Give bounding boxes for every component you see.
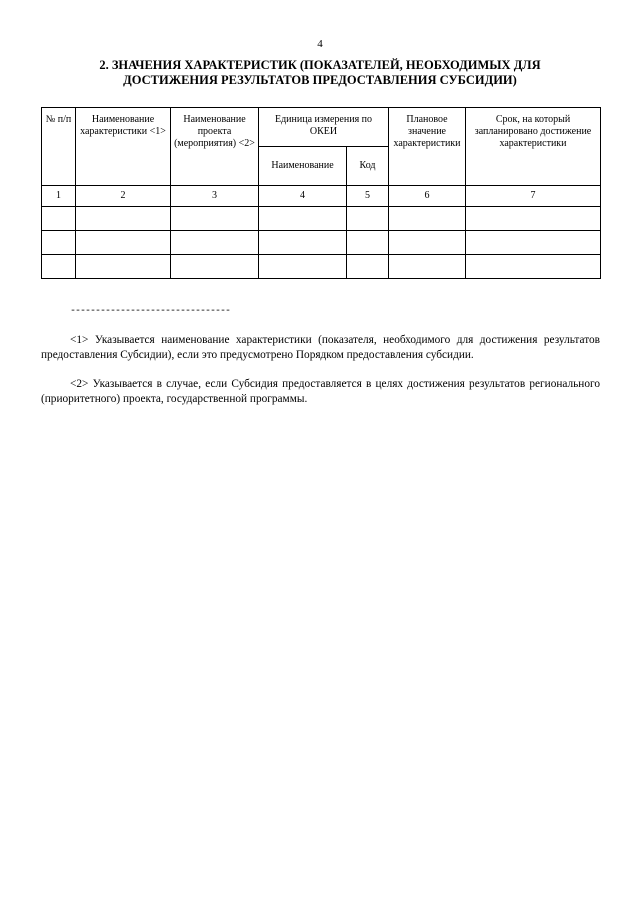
- table-cell[interactable]: [259, 255, 347, 279]
- section-title-line-1: 2. ЗНАЧЕНИЯ ХАРАКТЕРИСТИК (ПОКАЗАТЕЛЕЙ, НЕОБХОДИМЫХ ДЛЯ: [99, 58, 541, 72]
- table-cell[interactable]: [389, 231, 466, 255]
- table-cell[interactable]: [171, 207, 259, 231]
- column-number-cell: 2: [76, 186, 171, 207]
- page-number: 4: [317, 38, 323, 50]
- header-number: № п/п: [42, 108, 76, 186]
- table-cell[interactable]: [347, 231, 389, 255]
- column-number-cell: 4: [259, 186, 347, 207]
- header-deadline: Срок, на который запланировано достижение характеристики: [466, 108, 601, 186]
- table-cell[interactable]: [466, 231, 601, 255]
- header-unit-group: Единица измерения по ОКЕИ: [259, 108, 389, 147]
- table-cell[interactable]: [76, 231, 171, 255]
- table-cell[interactable]: [389, 207, 466, 231]
- table-cell[interactable]: [389, 255, 466, 279]
- table-cell[interactable]: [259, 207, 347, 231]
- header-unit-name: Наименование: [259, 147, 347, 186]
- header-planned-value: Плановое значение характеристики: [389, 108, 466, 186]
- section-title-line-2: ДОСТИЖЕНИЯ РЕЗУЛЬТАТОВ ПРЕДОСТАВЛЕНИЯ СУБСИДИИ): [123, 73, 517, 87]
- table-cell[interactable]: [259, 231, 347, 255]
- column-number-cell: 1: [42, 186, 76, 207]
- table-cell[interactable]: [42, 231, 76, 255]
- table-cell[interactable]: [42, 255, 76, 279]
- column-number-cell: 3: [171, 186, 259, 207]
- characteristics-table: [41, 107, 601, 279]
- table-row: [42, 255, 601, 279]
- column-number-cell: 6: [389, 186, 466, 207]
- table-cell[interactable]: [42, 207, 76, 231]
- header-characteristic-name: Наименование характеристики <1>: [76, 108, 171, 186]
- footnote-1: <1> Указывается наименование характеристики (показателя, необходимого для достижения результатов предоставления Субсидии), если это предусмотрено Порядком предоставления субсидии.: [41, 334, 600, 361]
- table-cell[interactable]: [466, 255, 601, 279]
- table-cell[interactable]: [76, 207, 171, 231]
- footnote-2: <2> Указывается в случае, если Субсидия предоставляется в целях достижения результатов регионального (приоритетного) проекта, государственной программы.: [41, 378, 600, 405]
- header-unit-code: Код: [347, 147, 389, 186]
- footnote-divider: --------------------------------: [70, 306, 231, 317]
- column-number-cell: 7: [466, 186, 601, 207]
- table-cell[interactable]: [76, 255, 171, 279]
- table-cell[interactable]: [466, 207, 601, 231]
- table-cell[interactable]: [347, 255, 389, 279]
- table-cell[interactable]: [347, 207, 389, 231]
- table-row: [42, 207, 601, 231]
- column-number-cell: 5: [347, 186, 389, 207]
- table-row: [42, 231, 601, 255]
- section-title: [40, 58, 600, 88]
- table-cell[interactable]: [171, 255, 259, 279]
- table-header-row: [42, 108, 601, 147]
- column-number-row: [42, 186, 601, 207]
- table-cell[interactable]: [171, 231, 259, 255]
- header-project-name: Наименование проекта (мероприятия) <2>: [171, 108, 259, 186]
